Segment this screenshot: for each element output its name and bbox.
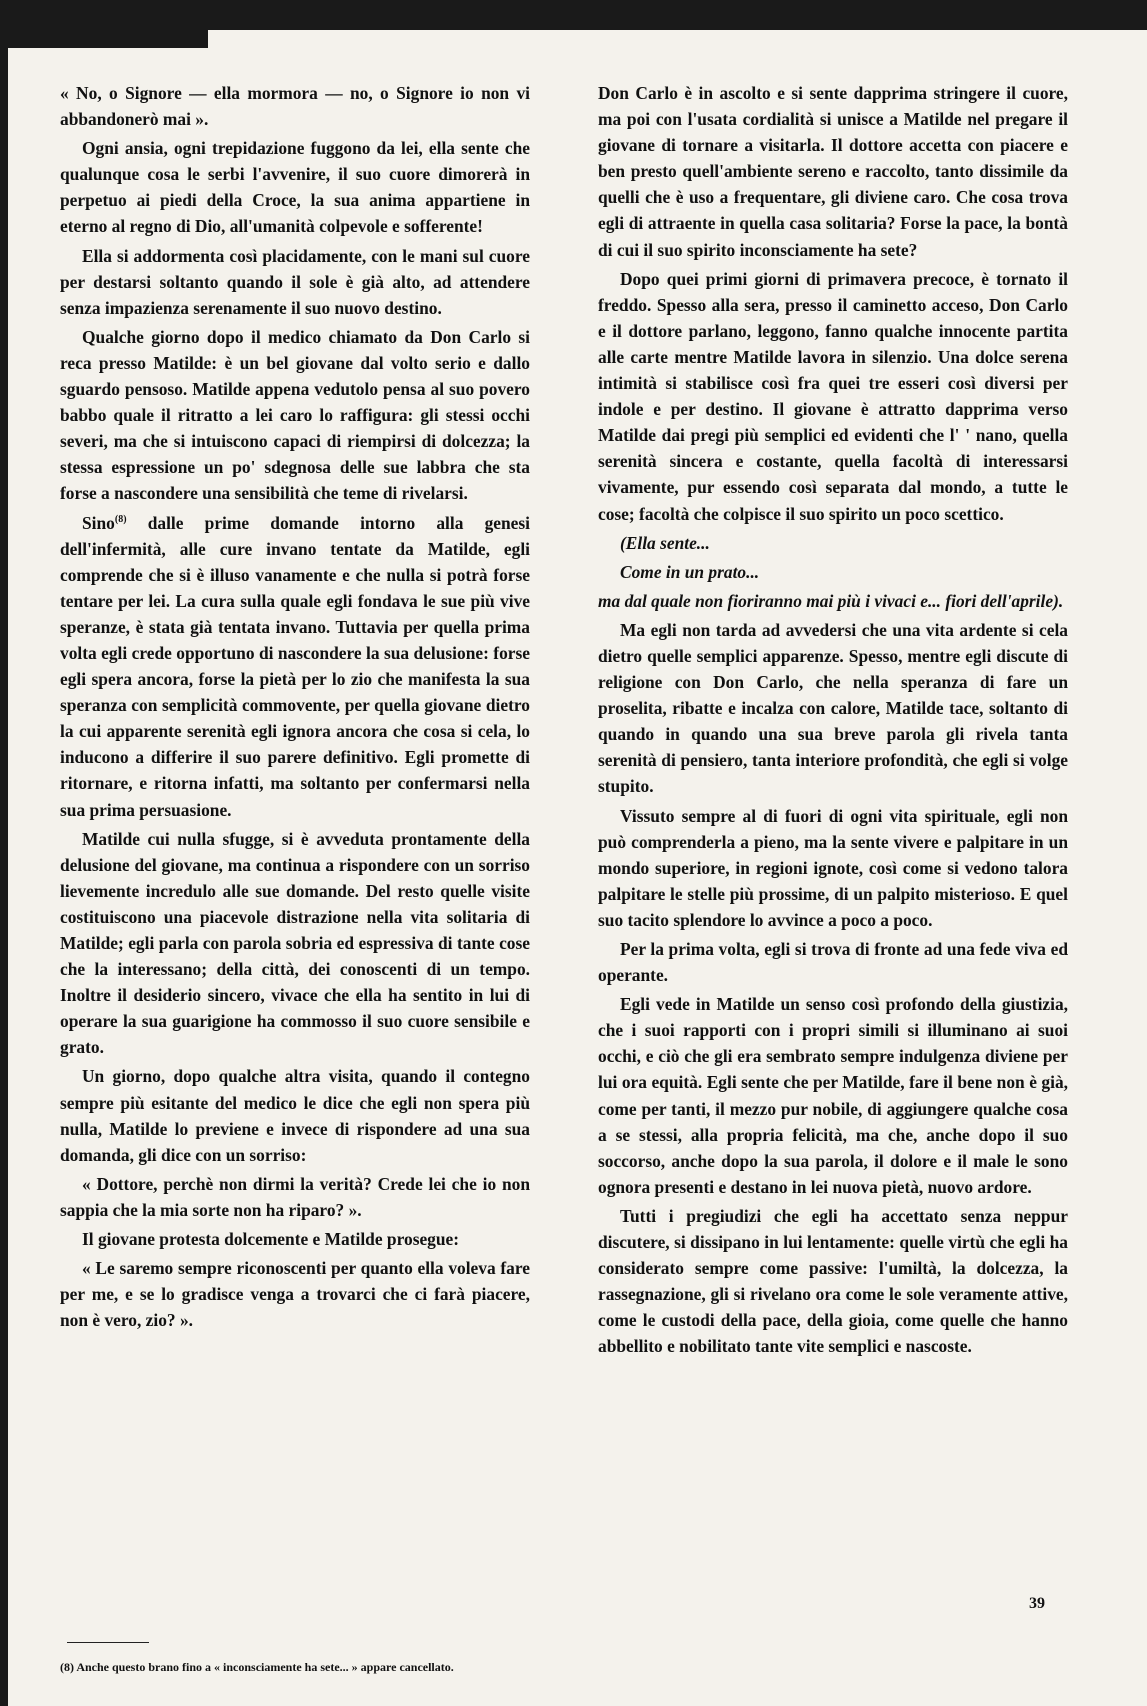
page-number: 39 [1029, 1595, 1045, 1612]
paragraph: Don Carlo è in ascolto e si sente dapprima stringere il cuore, ma poi con l'usata cordialità si unisce a Matilde nel pregare il giovane di tornare a visitarla. Il dottore accetta con piacere e ben presto quell'ambiente sereno e raccolto, tanto dissimile da quelli che è uso a frequentare, gli diviene caro. Che cosa trova egli di attraente in quella casa solitaria? Forse la pace, la bontà di cui il suo spirito inconsciamente ha sete? [598, 83, 1068, 260]
paragraph: Qualche giorno dopo il medico chiamato da Don Carlo si reca presso Matilde: è un bel giovane dal volto serio e dallo sguardo pensoso. Matilde appena vedutolo pensa al suo povero babbo quale il ritratto a lei caro lo raffigura: gli stessi occhi severi, ma che si intuiscono capaci di riempirsi di dolcezza; la stessa espressione un po' sdegnosa delle sue labbra che sta forse a nascondere una sensibilità che teme di rivelarsi. [60, 326, 530, 504]
left-text-column [60, 80, 530, 1336]
footnote-divider [67, 1642, 149, 1643]
footnote-marker: (8) [114, 513, 127, 525]
italic-line: Come in un prato... [620, 561, 760, 582]
paragraph: Tutti i pregiudizi che egli ha accettato senza neppur discutere, si dissipano in lui lentamente: quelle virtù che egli ha considerato sempre come passive: l'umiltà, la dolcezza, la rassegnazione, gli si rivelano ora come le sole veramente attive, come le custodi della pace, della gioia, come quelle che hanno abbellito e nobilitato tante vite semplici e nascoste. [598, 1205, 1068, 1357]
paragraph: Egli vede in Matilde un senso così profondo della giustizia, che i suoi rapporti con i propri simili si illuminano ai suoi occhi, e ciò che gli era sembrato sempre indulgenza diviene per lui ora equità. Egli sente che per Matilde, fare il bene non è già, come per tanti, il mezzo pur nobile, di aggiungere qualche cosa a se stessi, alla propria felicità, ma che, anche dopo il suo soccorso, anche dopo la sua parola, il dolore e il male le sono ognora presenti e destano in lei nuova pietà, nuovo ardore. [598, 994, 1068, 1197]
paragraph: « No, o Signore — ella mormora — no, o Signore io non vi abbandonerò mai ». [60, 83, 530, 130]
paragraph-body: dalle prime domande intorno alla genesi dell'infermità, alle cure invano tentate da Matilde, egli comprende che si è illuso vanamente e che nulla si potrà forse tentare per lei. La cura sulla quale egli fondava le sue più vive speranze, è stata già tentata invano. Tuttavia per quella prima volta egli crede opportuno di nascondere la sua delusione: forse egli spera ancora, forse la pietà per lo zio che manifesta la sua speranza con semplicità commovente, per quella giovane dietro la cui apparente serenità egli ignora ancora che cosa si cela, lo inducono a differire il suo parere definitivo. Egli promette di ritornare, e ritorna infatti, ma soltanto per confermarsi nella sua prima persuasione. [60, 512, 530, 820]
paragraph: Matilde cui nulla sfugge, si è avveduta prontamente della delusione del giovane, ma continua a rispondere con un sorriso lievemente incredulo alle sue domande. Del resto quelle visite costituiscono una piacevole distrazione nella vita solitaria di Matilde; egli parla con parola sobria ed espressiva di tante cose che la interessano; della città, dei conoscenti di un tempo. Inoltre il desiderio sincero, vivace che ella ha sentito in lui di operare la sua guarigione ha commosso il suo cuore sensibile e grato. [60, 828, 530, 1058]
paragraph-lead: Sino [82, 512, 115, 533]
paragraph: Per la prima volta, egli si trova di fronte ad una fede viva ed operante. [598, 939, 1068, 986]
scan-shadow [8, 30, 208, 48]
paragraph: Un giorno, dopo qualche altra visita, quando il contegno sempre più esitante del medico le dice che egli non spera più nulla, Matilde lo previene e invece di rispondere ad una sua domanda, gli dice con un sorriso: [60, 1066, 530, 1165]
document-page [8, 30, 1147, 1706]
footnote: (8) Anche questo brano fino a « inconsciamente ha sete... » appare cancellato. [60, 1660, 454, 1674]
paragraph: Ma egli non tarda ad avvedersi che una vita ardente si cela dietro quelle semplici apparenze. Spesso, mentre egli discute di religione con Don Carlo, che nella speranza di fare un proselita, ribatte e incalza con calore, Matilde tace, soltanto di quando in quando una sua breve parola gli rivela tanta serenità di pensiero, tanta interiore profondità, che egli si volge stupito. [598, 619, 1068, 797]
italic-line: (Ella sente... [620, 532, 710, 553]
paragraph: « Le saremo sempre riconoscenti per quanto ella voleva fare per me, e se lo gradisce venga a trovarci che ci farà piacere, non è vero, zio? ». [60, 1258, 530, 1331]
italic-line: ma dal quale non fioriranno mai più i vivaci e... fiori dell'aprile). [598, 590, 1064, 611]
paragraph: Ella si addormenta così placidamente, con le mani sul cuore per destarsi soltanto quando il sole è già alto, ad attendere senza impazienza serenamente il suo nuovo destino. [60, 245, 530, 318]
paragraph: Ogni ansia, ogni trepidazione fuggono da lei, ella sente che qualunque cosa le serbi l'avvenire, il suo cuore dimorerà in perpetuo ai piedi della Croce, la sua anima appartiene in eterno al regno di Dio, all'umanità colpevole e sofferente! [60, 138, 530, 237]
right-text-column [598, 80, 1068, 1363]
paragraph [60, 510, 530, 823]
paragraph: « Dottore, perchè non dirmi la verità? Crede lei che io non sappia che la mia sorte non ha riparo? ». [60, 1173, 530, 1220]
paragraph: Dopo quei primi giorni di primavera precoce, è tornato il freddo. Spesso alla sera, presso il caminetto acceso, Don Carlo e il dottore parlano, leggono, fanno qualche innocente partita alle carte mentre Matilde lavora in silenzio. Una dolce serena intimità si stabilisce così fra quei tre esseri così diversi per indole e per destino. Il giovane è attratto dapprima verso Matilde dai pregi più semplici ed evidenti che l' ' nano, quella serenità sincera e costante, quella facoltà di interessarsi vivamente, pur essendo così separata dal mondo, a tutte le cose; facoltà che colpisce il suo spirito un poco scettico. [598, 268, 1068, 524]
paragraph: Il giovane protesta dolcemente e Matilde prosegue: [82, 1229, 460, 1250]
paragraph: Vissuto sempre al di fuori di ogni vita spirituale, egli non può comprenderla a pieno, ma la sente vivere e palpitare in un mondo superiore, in regioni ignote, così come si vedono talora palpitare le stelle più prossime, di un palpito misterioso. E quel suo tacito splendore lo avvince a poco a poco. [598, 805, 1068, 930]
